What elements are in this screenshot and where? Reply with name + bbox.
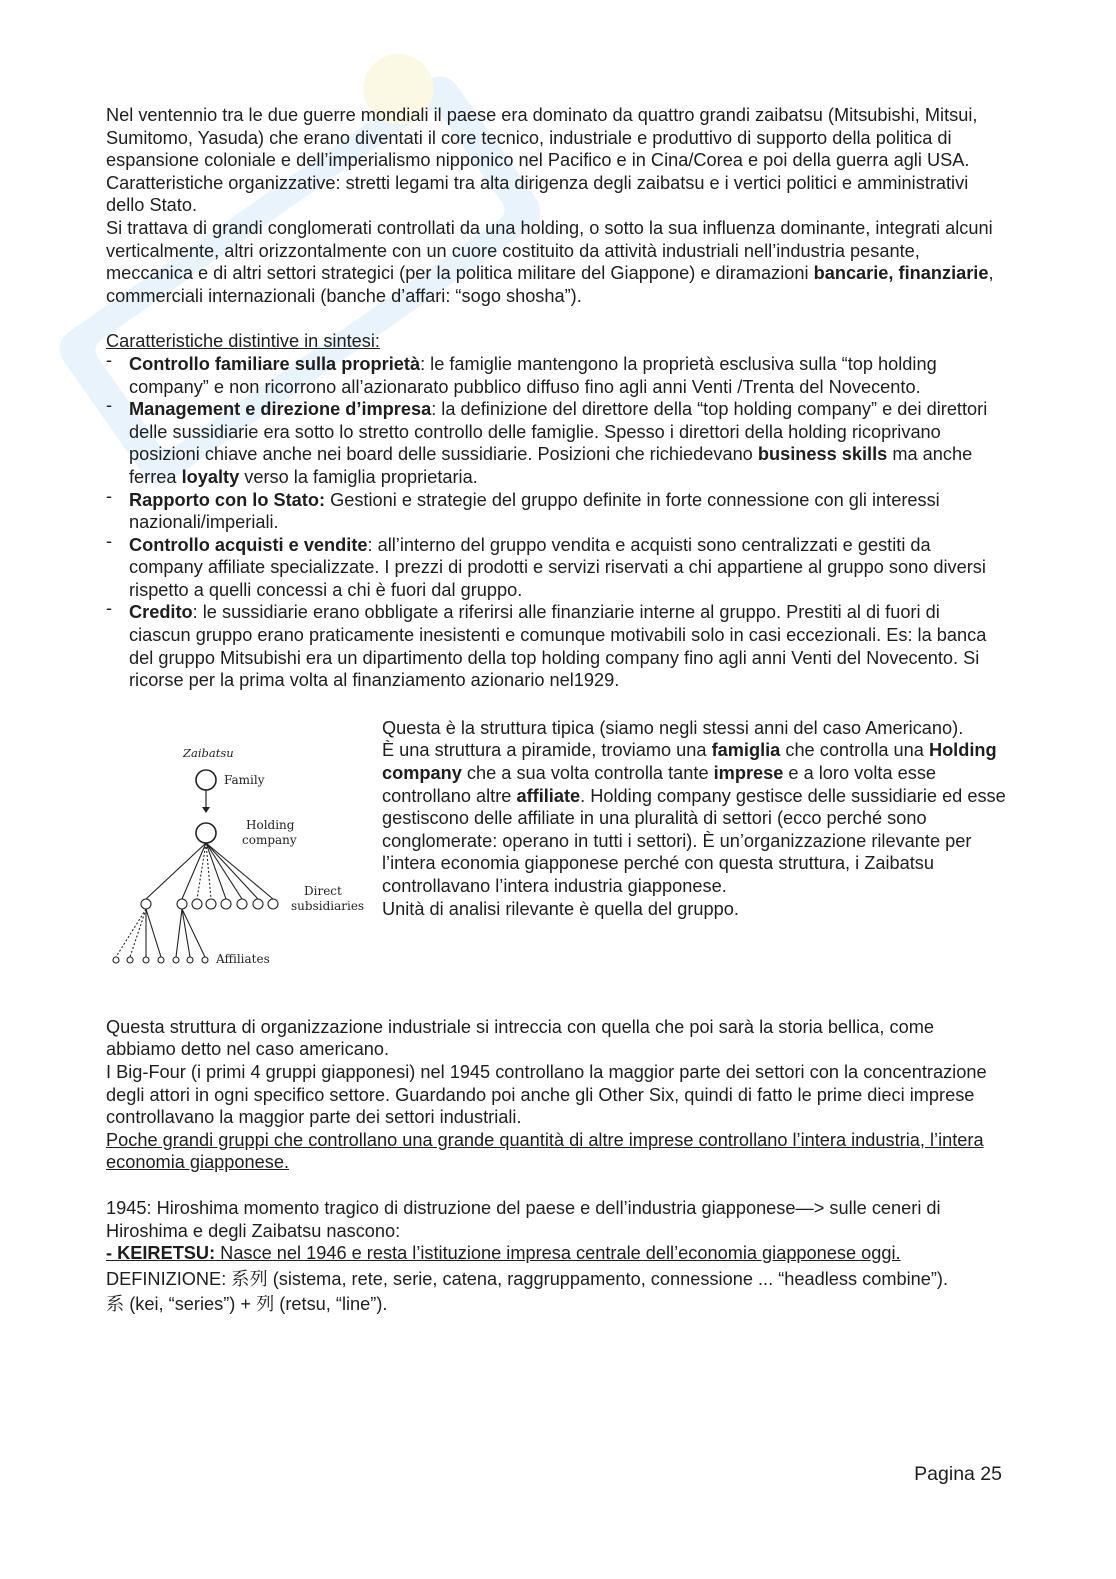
zaibatsu-structure-diagram xyxy=(106,717,382,972)
paragraph-war-history: Questa struttura di organizzazione industriale si intreccia con quella che poi sarà la storia bellica, come abbiamo detto nel caso americano. xyxy=(106,1016,934,1060)
list-item: - Controllo acquisti e vendite: all’interno del gruppo vendita e acquisti sono centralizzati e gestiti da company affiliate specializzate. I prezzi di prodotti e servizi riservati a chi appartiene al gruppo sono diversi rispetto a quelli concessi a chi è fuori dal gruppo. xyxy=(106,530,986,600)
diagram-holding-label-2: company xyxy=(242,832,297,847)
page-number: Pagina 25 xyxy=(914,1463,1002,1485)
page-body xyxy=(106,104,1006,1316)
diagram-holding-label-1: Holding xyxy=(246,817,295,832)
paragraph-conglomerates: Si trattava di grandi conglomerati controllati da una holding, o sotto la sua influenza dominante, integrati alcuni verticalmente, altri orizzontalmente con un cuore costituito da attività industriali nell’industria pesante, meccanica e di altri settori strategici (per la politica militare del Giappone) e diramazioni bancarie, finanziarie, commerciali internazionali (banche d’affari: “sogo shosha”). xyxy=(106,217,994,306)
paragraph-hiroshima: 1945: Hiroshima momento tragico di distruzione del paese e dell’industria giapponese—> sulle ceneri di Hiroshima e degli Zaibatsu nascono: xyxy=(106,1198,941,1241)
list-item: - Controllo familiare sulla proprietà: le famiglie mantengono la proprietà esclusiva sulla “top holding company” e non ricorrono all’azionarato pubblico diffuso fino agli anni Venti /Trenta del Novecento. xyxy=(106,349,937,397)
diagram-title: Zaibatsu xyxy=(183,745,234,760)
diagram-direct-label-1: Direct xyxy=(304,883,342,898)
features-list xyxy=(106,349,1006,692)
list-item: - Rapporto con lo Stato: Gestioni e strategie del gruppo definite in forte connessione con gli interessi nazionali/imperiali. xyxy=(106,485,940,533)
diagram-affiliates-label: Affiliates xyxy=(216,951,270,966)
keiretsu-etymology: 系 (kei, “series”) + 列 (retsu, “line”). xyxy=(106,1294,388,1315)
diagram-direct-label-2: subsidiaries xyxy=(291,898,365,913)
keiretsu-definition: DEFINIZIONE: 系列 (sistema, rete, serie, catena, raggruppamento, connessione ... “headless combine”). xyxy=(106,1268,949,1289)
list-item: - Management e direzione d’impresa: la definizione del direttore della “top holding company” e dei direttori delle sussidiarie era sotto lo stretto controllo delle famiglie. Spesso i direttori della holding ricoprivano posizioni chiave anche nei board delle sussidiarie. Posizioni che richiedevano business skills ma anche ferrea loyalty verso la famiglia proprietaria. xyxy=(106,395,988,487)
diagram-family-label: Family xyxy=(224,772,265,787)
keiretsu-heading: - KEIRETSU: Nasce nel 1946 e resta l’istituzione impresa centrale dell’economia giapponese oggi. xyxy=(106,1243,901,1264)
figure-section xyxy=(106,717,1006,972)
list-item: - Credito: le sussidiarie erano obbligate a riferirsi alle finanziarie interne al gruppo. Prestiti al di fuori di ciascun gruppo erano praticamente inesistenti e comunque motivabili solo in casi eccezionali. Es: la banca del gruppo Mitsubishi era un dipartimento della top holding company fino agli anni Venti del Novecento. Si ricorse per la prima volta al finanziamento azionario nel1929. xyxy=(106,598,987,691)
paragraph-big-four: I Big-Four (i primi 4 gruppi giapponesi) nel 1945 controllano la maggior parte dei settori con la concentrazione degli attori in ogni specifico settore. Guardando poi anche gli Other Six, quindi di fatto le prime dieci imprese controllavano la maggior parte dei settori industriali. xyxy=(106,1062,987,1128)
paragraph-few-groups: Poche grandi gruppi che controllano una grande quantità di altre imprese controllano l’intera industria, l’intera economia giapponese. xyxy=(106,1129,984,1173)
paragraph-zaibatsu-intro: Nel ventennio tra le due guerre mondiali il paese era dominato da quattro grandi zaibatsu (Mitsubishi, Mitsui, Sumitomo, Yasuda) che erano diventati il core tecnico, industriale e produttivo di supporto della politica di espansione coloniale e dell’imperialismo nipponico nel Pacifico e in Cina/Corea e poi della guerra agli USA. xyxy=(106,105,978,171)
figure-description: Questa è la struttura tipica (siamo negli stessi anni del caso Americano). È una struttura a piramide, troviamo una famiglia che controlla una Holding company che a sua volta controlla tante imprese e a loro volta esse controllano altre affiliate. Holding company gestisce delle sussidiarie ed esse gestiscono delle affiliate in una pluralità di settori (ecco perché sono conglomerate: operano in tutti i settori). È un’organizzazione rilevante per l’intera economia giapponese perché con questa struttura, i Zaibatsu controllavano l’intera industria giapponese. Unità di analisi rilevante è quella del gruppo. xyxy=(382,717,1006,919)
paragraph-organizational-features: Caratteristiche organizzative: stretti legami tra alta dirigenza degli zaibatsu e i vertici politici e amministrativi dello Stato. xyxy=(106,172,969,216)
summary-heading: Caratteristiche distintive in sintesi: xyxy=(106,331,380,352)
